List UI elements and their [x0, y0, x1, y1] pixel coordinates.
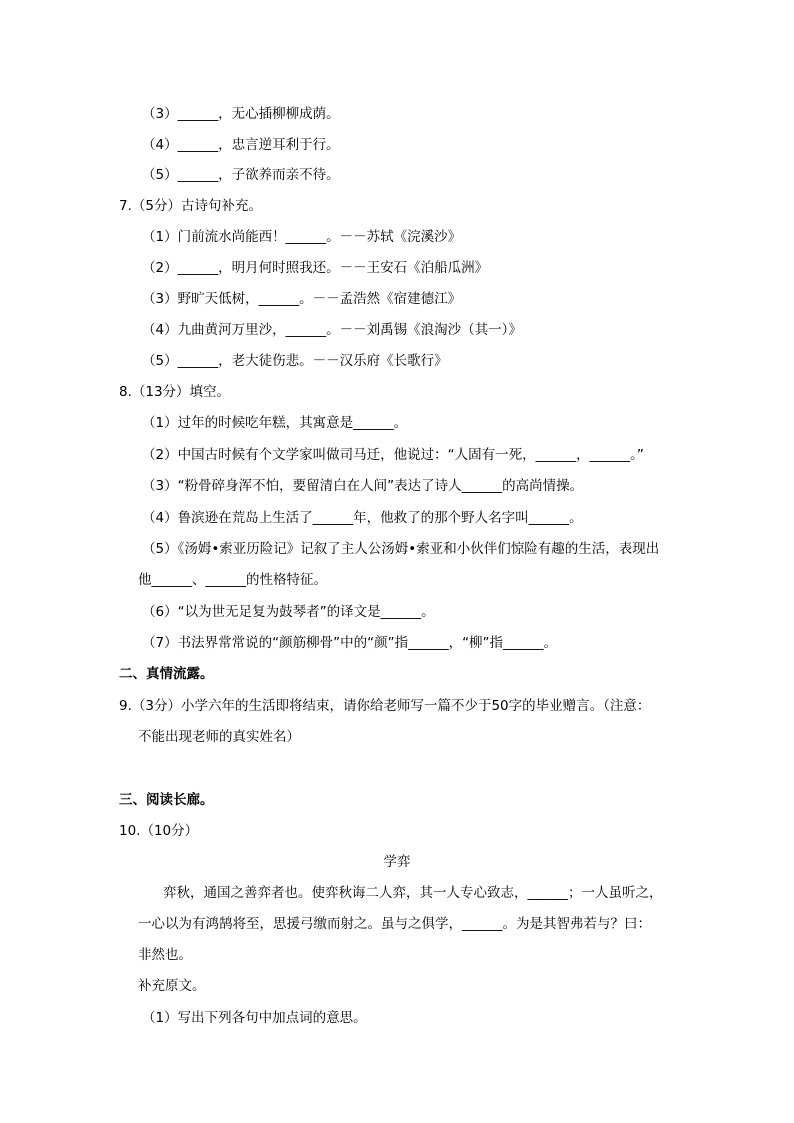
q8-item-3: （3）“粉骨碎身浑不怕，要留清白在人间”表达了诗人______的高尚情操。: [142, 478, 584, 494]
q6-item-3: （3）______，无心插柳柳成荫。: [142, 106, 340, 122]
q8-item-6: （6）“以为世无足复为鼓琴者”的译文是______。: [142, 604, 435, 620]
q6-item-5: （5）______，子欲养而亲不待。: [142, 167, 340, 183]
question-9-continued: 不能出现老师的真实姓名）: [138, 729, 300, 745]
q6-item-4: （4）______，忠言逆耳利于行。: [142, 137, 340, 153]
question-7-title: 7.（5分）古诗句补充。: [119, 198, 262, 214]
question-8-title: 8.（13分）填空。: [119, 384, 231, 400]
section-2-heading: 二、真情流露。: [119, 666, 214, 682]
q7-item-1: （1）门前流水尚能西！______。－－苏轼《浣溪沙》: [142, 229, 462, 245]
section-3-heading: 三、阅读长廊。: [119, 792, 214, 808]
q8-item-7: （7）书法界常常说的“颜筋柳骨”中的“颜”指______，“柳”指______。: [142, 635, 558, 651]
passage-title: 学弈: [383, 854, 411, 870]
passage-line-2: 一心以为有鸿鹄将至，思援弓缴而射之。虽与之俱学，______。为是其智弗若与？曰：: [138, 916, 651, 932]
q7-item-2: （2）______，明月何时照我还。－－王安石《泊船瓜洲》: [142, 260, 489, 276]
q8-item-5-continued: 他______、______的性格特征。: [138, 572, 327, 588]
question-10-title: 10.（10分）: [119, 823, 199, 839]
passage-line-1: 弈秋，通国之善弈者也。使弈秋诲二人弈，其一人专心致志，______；一人虽听之，: [163, 885, 663, 901]
q7-item-5: （5）______，老大徒伤悲。－－汉乐府《长歌行》: [142, 353, 448, 369]
q8-item-2: （2）中国古时候有个文学家叫做司马迁，他说过：“人固有一死，______，______。”: [142, 447, 644, 463]
question-9-title: 9.（3分）小学六年的生活即将结束，请你给老师写一篇不少于50字的毕业赠言。（注意：: [119, 698, 651, 714]
q8-item-1: （1）过年的时候吃年糕，其寓意是______。: [142, 415, 408, 431]
q10-item-1: （1）写出下列各句中加点词的意思。: [142, 1010, 367, 1026]
q8-item-5: （5）《汤姆•索亚历险记》记叙了主人公汤姆•索亚和小伙伴们惊险有趣的生活，表现出: [142, 541, 660, 557]
q7-item-3: （3）野旷天低树，______。－－孟浩然《宿建德江》: [142, 291, 462, 307]
passage-instruction: 补充原文。: [138, 978, 206, 994]
q8-item-4: （4）鲁滨逊在荒岛上生活了______年，他救了的那个野人名字叫______。: [142, 510, 583, 526]
q7-item-4: （4）九曲黄河万里沙，______。－－刘禹锡《浪淘沙（其一）》: [142, 322, 522, 338]
passage-line-3: 非然也。: [138, 947, 192, 963]
